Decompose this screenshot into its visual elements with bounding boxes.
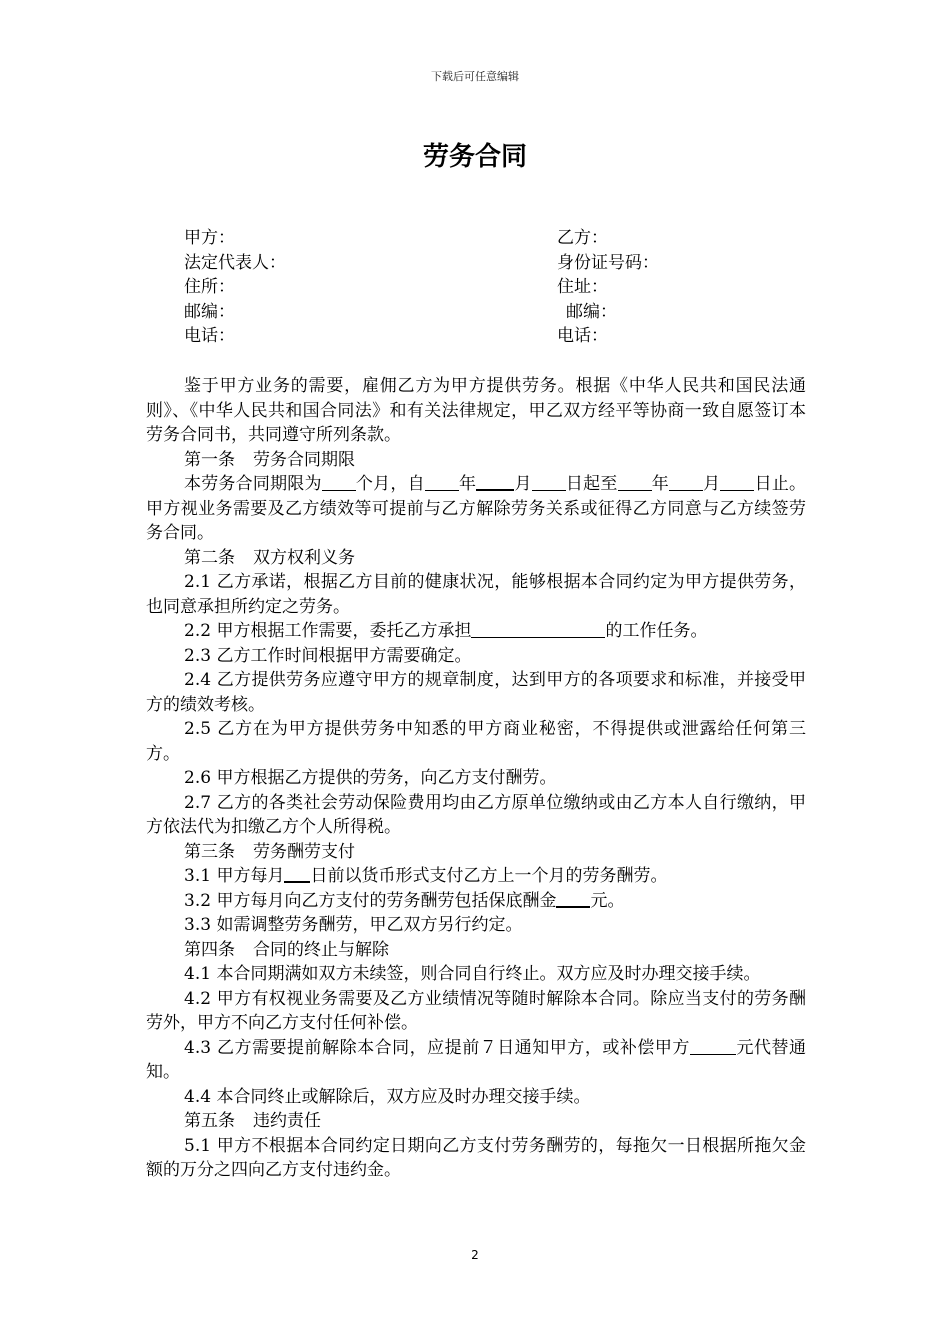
term-text: 年 [651,474,669,494]
article-4-title: 合同的终止与解除 [253,939,389,960]
legal-representative-label: 法定代表人： [184,252,286,273]
clause-text: 3.2 甲方每月向乙方支付的劳务酬劳包括保底酬金 [184,890,557,911]
term-text: 月 [702,474,721,494]
article-5-number: 第五条 [184,1111,235,1131]
party-a-address-label: 住所： [184,277,235,297]
party-row-address [184,275,804,300]
months-blank [322,473,356,491]
clause-3-3: 3.3 如需调整劳务酬劳，甲乙双方另行约定。 [184,915,523,935]
clause-2-4: 2.4 乙方提供劳务应遵守甲方的规章制度，达到甲方的各项要求和标准，并接受甲方的绩效考核。 [146,670,806,715]
party-a-label: 甲方： [184,228,235,248]
clause-text: 3.1 甲方每月 [184,866,285,886]
party-info-block [184,226,804,349]
end-year-blank [618,473,652,491]
clause-2-6: 2.6 甲方根据乙方提供的劳务，向乙方支付酬劳。 [184,768,557,788]
article-2-number: 第二条 [184,547,235,568]
end-month-blank [669,473,703,491]
clause-2-1: 2.1 乙方承诺，根据乙方目前的健康状况，能够根据本合同约定为甲方提供劳务，也同意承担所约定之劳务。 [146,572,806,617]
clause-text: 4.3 乙方需要提前解除本合同，应提前７日通知甲方，或补偿甲方 [184,1037,690,1058]
article-4-number: 第四条 [184,939,235,960]
clause-4-3 [146,1036,806,1085]
base-pay-blank [556,889,590,908]
party-b-postcode-label: 邮编： [566,301,617,322]
start-day-blank [532,473,566,491]
party-row-postcode [184,300,804,325]
clause-2-5: 2.5 乙方在为甲方提供劳务中知悉的甲方商业秘密，不得提供或泄露给任何第三方。 [146,719,806,764]
article-1-title: 劳务合同期限 [253,449,355,470]
page-number: 2 [471,1248,479,1262]
article-2-title: 双方权利义务 [253,547,355,568]
clause-text: 元代替通知。 [146,1037,806,1082]
party-a-phone-label: 电话： [184,326,235,346]
clause-2-7: 2.7 乙方的各类社会劳动保险费用均由乙方原单位缴纳或由乙方本人自行缴纳，甲方依法代为扣缴乙方个人所得税。 [146,792,806,837]
term-text: 月 [514,474,532,494]
party-row-parties [184,226,804,251]
article-3-number: 第三条 [184,841,235,862]
clause-text: 2.2 甲方根据工作需要，委托乙方承担 [184,621,472,641]
clause-4-4: 4.4 本合同终止或解除后，双方应及时办理交接手续。 [184,1086,591,1107]
end-day-blank [720,473,754,491]
pay-day-blank [284,864,310,883]
party-row-phone [184,324,804,349]
article-1-heading [146,448,806,473]
clause-4-1: 4.1 本合同期满如双方未续签，则合同自行终止。双方应及时办理交接手续。 [184,964,761,984]
article-5-title: 违约责任 [253,1111,321,1131]
article-2-heading [146,546,806,571]
document-title: 劳务合同 [422,142,527,172]
start-year-blank [425,473,459,491]
page-header: 下载后可任意编辑 [431,70,519,83]
id-number-label: 身份证号码： [557,252,659,273]
start-month-blank [476,472,514,491]
party-row-representative [184,251,804,276]
compensation-blank [690,1037,736,1055]
term-text: 本劳务合同期限为 [184,474,322,494]
clause-3-2 [146,889,806,914]
clause-3-1 [146,864,806,889]
article-1-number: 第一条 [184,449,235,470]
article-5-heading [146,1109,806,1134]
party-b-label: 乙方： [557,228,608,248]
term-text: 日止。甲方视业务需要及乙方绩效等可提前与乙方解除劳务关系或征得乙方同意与乙方续签劳务合同。 [146,474,807,543]
article-1-term-paragraph [146,472,806,546]
intro-paragraph: 鉴于甲方业务的需要，雇佣乙方为甲方提供劳务。根据《中华人民共和国民法通则》、《中华人民共和国合同法》和有关法律规定，甲乙双方经平等协商一致自愿签订本劳务合同书，共同遵守所列条款。 [146,376,806,445]
term-text: 个月，自 [355,474,425,494]
clause-text: 日前以货币形式支付乙方上一个月的劳务酬劳。 [310,866,668,886]
party-b-address-label: 住址： [557,277,608,297]
clause-2-3: 2.3 乙方工作时间根据甲方需要确定。 [184,645,472,666]
clause-text: 元。 [590,890,625,911]
term-text: 日起至 [565,474,618,494]
party-b-phone-label: 电话： [557,326,608,346]
article-3-title: 劳务酬劳支付 [253,841,355,862]
term-text: 年 [458,474,477,494]
task-blank [471,620,605,638]
clause-text: 的工作任务。 [605,621,708,641]
party-a-postcode-label: 邮编： [184,301,235,322]
clause-5-1: 5.1 甲方不根据本合同约定日期向乙方支付劳务酬劳的，每拖欠一日根据所拖欠金额的万分之四向乙方支付违约金。 [146,1135,806,1180]
article-3-heading [146,840,806,865]
contract-body [146,374,806,1183]
clause-2-2 [146,619,806,644]
clause-4-2: 4.2 甲方有权视业务需要及乙方业绩情况等随时解除本合同。除应当支付的劳务酬劳外，甲方不向乙方支付任何补偿。 [146,988,806,1033]
article-4-heading [146,938,806,963]
